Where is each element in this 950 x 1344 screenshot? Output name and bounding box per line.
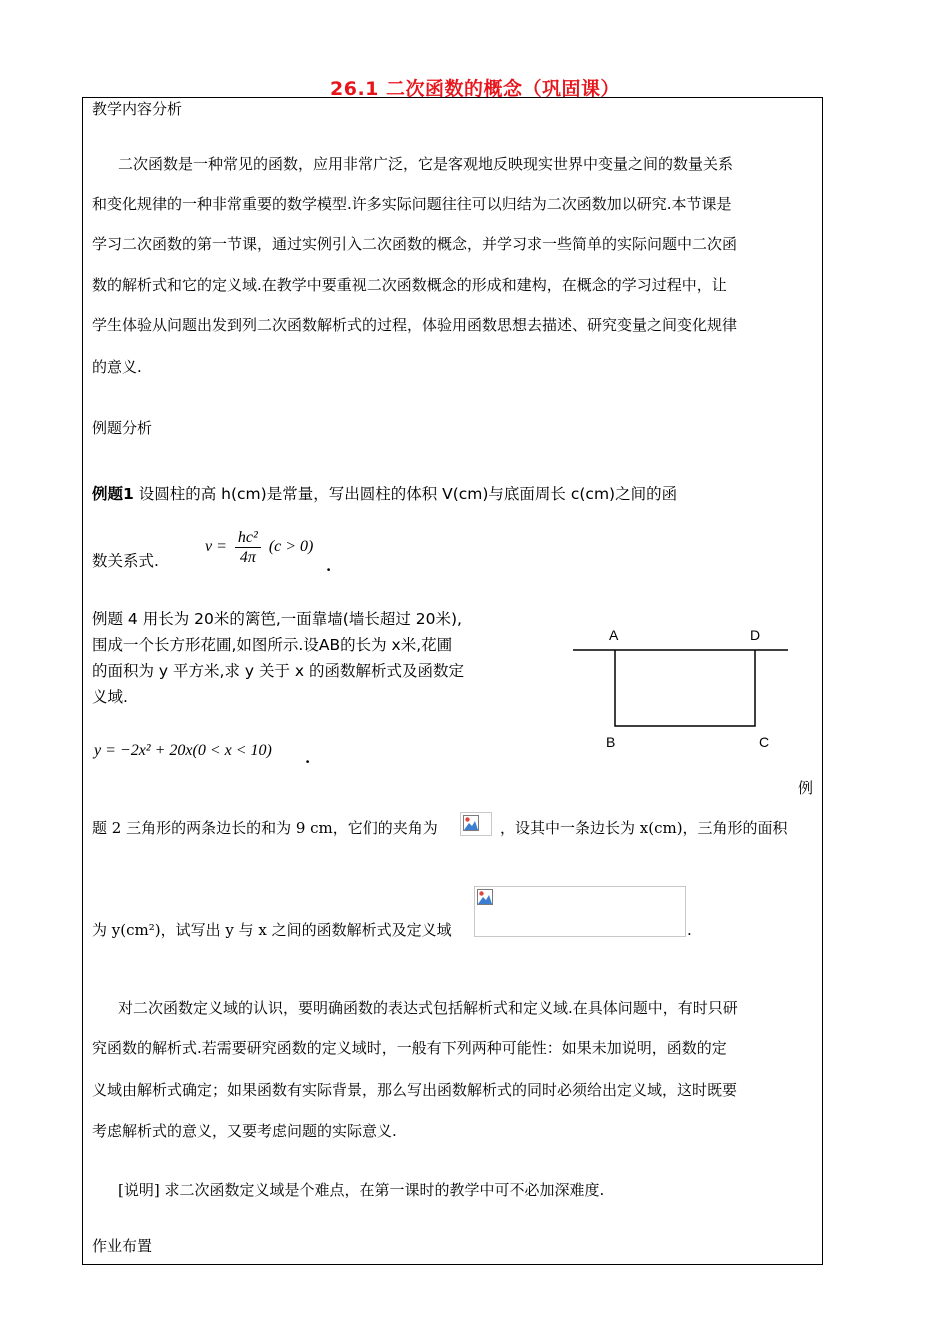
analysis-line-5: 学生体验从问题出发到列二次函数解析式的过程，体验用函数思想去描述、研究变量之间变化规律 [92,316,738,334]
analysis-line-6: 的意义. [92,358,142,376]
analysis-line-4: 数的解析式和它的定义域.在教学中要重视二次函数概念的形成和建构，在概念的学习过程中，让 [92,276,727,294]
example-2-line-1a: 题 2 三角形的两条边长的和为 9 cm，它们的夹角为 [92,819,438,837]
example-4-line-1: 例题 4 用长为 20米的篱笆,一面靠墙(墙长超过 20米), [92,610,462,628]
point-b-label: B [606,734,616,750]
formula-condition: (c > 0) [268,538,314,556]
formula-denominator: 4π [239,549,256,566]
domain-line-1: 对二次函数定义域的认识，要明确函数的表达式包括解析式和定义域.在具体问题中，有时只研 [118,999,738,1017]
example-4-line-3: 的面积为 y 平方米,求 y 关于 x 的函数解析式及函数定 [92,662,465,680]
page-title: 26.1 二次函数的概念（巩固课） [330,78,620,100]
domain-line-4: 考虑解析式的意义，又要考虑问题的实际意义. [92,1122,397,1140]
example-2-line-1b: ，设其中一条边长为 x(cm)，三角形的面积 [500,819,788,837]
example-1-line-1 [92,484,677,504]
domain-line-2: 究函数的解析式.若需要研究函数的定义域时，一般有下列两种可能性：如果未加说明，函数的定 [92,1039,727,1057]
analysis-heading: 教学内容分析 [92,100,183,118]
fence-diagram [565,620,805,755]
broken-image-icon [463,815,479,831]
point-a-label: A [609,627,619,643]
analysis-line-2: 和变化规律的一种非常重要的数学模型.许多实际问题往往可以归结为二次函数加以研究.本节课是 [92,195,732,213]
formula-lhs: v = [205,538,227,556]
broken-image-angle [460,812,492,836]
note-text: [说明] 求二次函数定义域是个难点，在第一课时的教学中可不必加深难度. [118,1181,605,1199]
example-1-text: 设圆柱的高 h(cm)是常量，写出圆柱的体积 V(cm)与底面周长 c(cm)之间的函 [133,485,678,503]
analysis-line-1: 二次函数是一种常见的函数，应用非常广泛，它是客观地反映现实世界中变量之间的数量关系 [118,155,734,173]
point-d-label: D [750,627,761,643]
domain-line-3: 义域由解析式确定；如果函数有实际背景，那么写出函数解析式的同时必须给出定义域，这时既要 [92,1081,738,1099]
example-1-end: . [326,557,332,575]
fence-rectangle [615,650,755,726]
formula-fraction [235,528,261,567]
example-4-line-2: 围成一个长方形花圃,如图所示.设AB的长为 x米,花圃 [92,636,453,654]
example-1-formula [205,528,313,567]
examples-heading: 例题分析 [92,419,153,437]
example-1-line-2: 数关系式. [92,552,159,570]
example-4-line-4: 义域. [92,688,128,706]
formula-numerator: hc² [235,528,261,548]
broken-image-icon [477,889,493,905]
example-2-line-2a: 为 y(cm²)，试写出 y 与 x 之间的函数解析式及定义域 [92,921,452,939]
example-1-label: 例题1 [92,485,134,503]
example-4-answer: y = −2x² + 20x(0 < x < 10) [94,742,272,759]
analysis-line-3: 学习二次函数的第一节课，通过实例引入二次函数的概念，并学习求一些简单的实际问题中二次函 [92,235,738,253]
example-4-answer-end: . [305,749,311,767]
broken-image-domain [474,886,686,937]
example-2-line-2b: . [687,921,692,939]
example-2-prefix: 例 [798,779,814,797]
homework-heading: 作业布置 [92,1237,153,1255]
point-c-label: C [759,734,770,750]
